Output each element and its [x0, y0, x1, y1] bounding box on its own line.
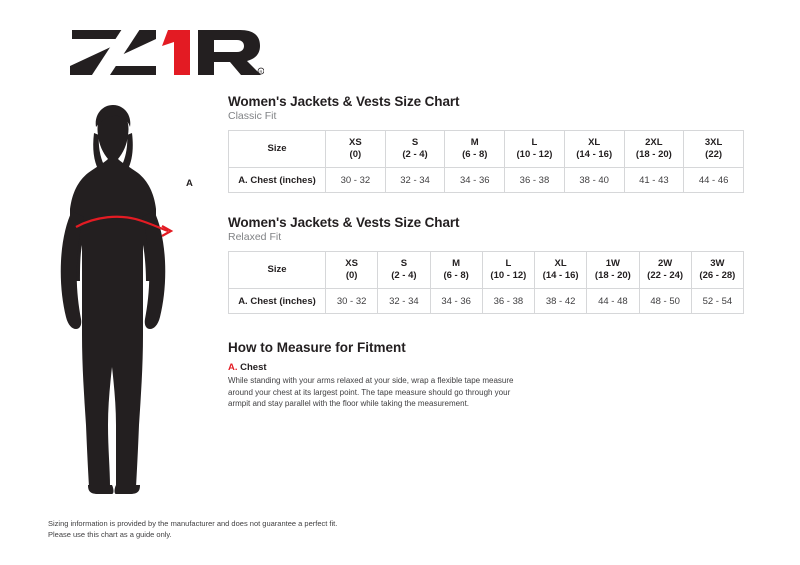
callout-label-a: A: [186, 178, 194, 189]
cell-3: 36 - 38: [505, 168, 565, 193]
z1r-logo: [64, 26, 264, 78]
cell-2: 34 - 36: [445, 168, 505, 193]
header-col-0: XS (0): [326, 131, 386, 168]
cell-2: 34 - 36: [430, 289, 482, 314]
header-col-3: L (10 - 12): [482, 252, 534, 289]
header-size: Size: [229, 252, 326, 289]
header-col-7: 3W (26 - 28): [691, 252, 743, 289]
section-subtitle-relaxed: Relaxed Fit: [228, 231, 282, 243]
row-label-chest: A. Chest (inches): [229, 289, 326, 314]
cell-6: 44 - 46: [684, 168, 744, 193]
content-column: [228, 94, 744, 410]
cell-0: 30 - 32: [326, 289, 378, 314]
cell-3: 36 - 38: [482, 289, 534, 314]
section-subtitle-classic: Classic Fit: [228, 110, 277, 122]
header-size: Size: [229, 131, 326, 168]
size-chart-relaxed-fit: [228, 215, 744, 314]
header-col-5: 2XL (18 - 20): [624, 131, 684, 168]
cell-7: 52 - 54: [691, 289, 743, 314]
svg-text:R: R: [259, 69, 263, 74]
how-to-measure-body: While standing with your arms relaxed at your side, wrap a flexible tape measure around your chest at its largest point. The tape measure should go through your armpit and stay parallel with the floor while taking the measurement.: [228, 376, 514, 409]
cell-4: 38 - 40: [564, 168, 624, 193]
header-col-2: M (6 - 8): [445, 131, 505, 168]
table-row: [229, 289, 744, 314]
cell-5: 44 - 48: [587, 289, 639, 314]
cell-1: 32 - 34: [378, 289, 430, 314]
header-col-3: L (10 - 12): [505, 131, 565, 168]
item-name: Chest: [237, 362, 267, 373]
section-title-relaxed: Women's Jackets & Vests Size Chart: [228, 215, 460, 230]
header-col-5: 1W (18 - 20): [587, 252, 639, 289]
header-col-4: XL (14 - 16): [535, 252, 587, 289]
header-col-0: XS (0): [326, 252, 378, 289]
how-to-measure-item-title: [228, 362, 744, 373]
cell-0: 30 - 32: [326, 168, 386, 193]
cell-5: 41 - 43: [624, 168, 684, 193]
header-col-4: XL (14 - 16): [564, 131, 624, 168]
cell-4: 38 - 42: [535, 289, 587, 314]
footer-line-2: Please use this chart as a guide only.: [48, 529, 172, 539]
table-header-row: [229, 252, 744, 289]
header-col-1: S (2 - 4): [385, 131, 445, 168]
cell-1: 32 - 34: [385, 168, 445, 193]
header-col-1: S (2 - 4): [378, 252, 430, 289]
header-col-6: 2W (22 - 24): [639, 252, 691, 289]
cell-6: 48 - 50: [639, 289, 691, 314]
footer-line-1: Sizing information is provided by the manufacturer and does not guarantee a perfect fit.: [48, 518, 338, 528]
item-letter: A.: [228, 362, 238, 373]
female-body-diagram: [50, 105, 210, 495]
row-label-chest: A. Chest (inches): [229, 168, 326, 193]
table-header-row: [229, 131, 744, 168]
how-to-measure-title: How to Measure for Fitment: [228, 340, 406, 355]
table-row: [229, 168, 744, 193]
header-col-2: M (6 - 8): [430, 252, 482, 289]
section-title-classic: Women's Jackets & Vests Size Chart: [228, 94, 460, 109]
size-table-classic: [228, 130, 744, 193]
size-table-relaxed: [228, 251, 744, 314]
size-chart-classic-fit: [228, 94, 744, 193]
header-col-6: 3XL (22): [684, 131, 744, 168]
footer-disclaimer: [48, 518, 337, 541]
how-to-measure-section: [228, 340, 744, 410]
